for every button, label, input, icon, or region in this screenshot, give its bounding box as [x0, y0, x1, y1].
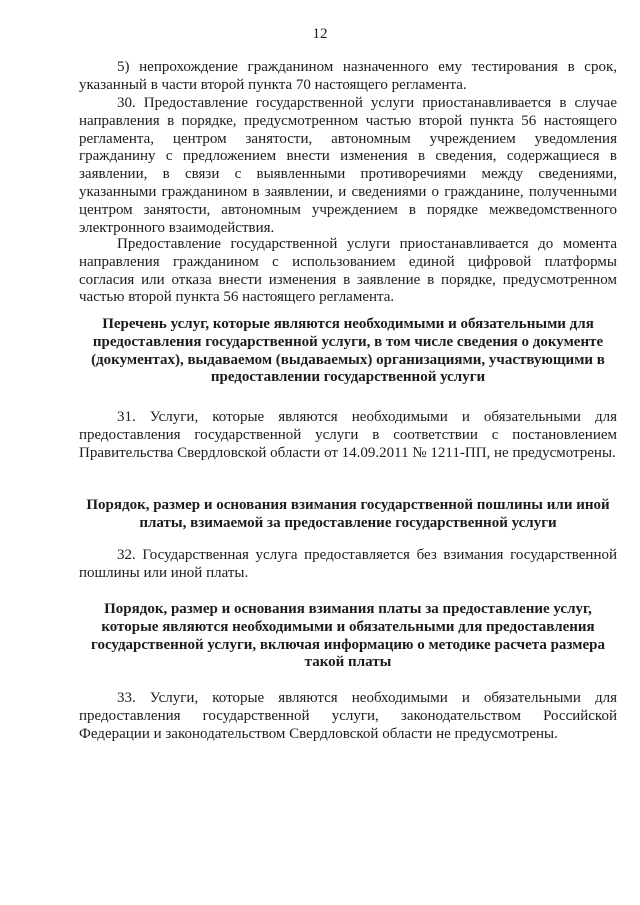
paragraph-item-32: 32. Государственная услуга предоставляется без взимания государственной пошлины или иной платы. — [79, 547, 617, 581]
paragraph-item-30-continuation: Предоставление государственной услуги приостанавливается до момента направления гражданином с использованием единой цифровой платформы согласия или отказа внести изменения в заявление в порядке, предусмотренном частью второй пункта 56 настоящего регламента. — [79, 236, 617, 306]
paragraph-item-30: 30. Предоставление государственной услуги приостанавливается в случае направления в порядке, предусмотренном частью второй пункта 56 настоящего регламента, центром занятости, автономным учреждением уведомления гражданину с предложением внести изменения в сведения, содержащиеся в заявлении, в связи с выявленными противоречиями между сведениями, указанными гражданином в заявлении, и сведениями о гражданине, полученными центром занятости, автономным учреждением в порядке межведомственного электронного взаимодействия. — [79, 95, 617, 236]
page-number: 12 — [312, 26, 328, 42]
heading-state-duty: Порядок, размер и основания взимания государственной пошлины или иной платы, взимаемой за предоставление государственной услуги — [86, 497, 610, 531]
paragraph-item-31: 31. Услуги, которые являются необходимыми и обязательными для предоставления государственной услуги в соответствии с постановлением Правительства Свердловской области от 14.09.2011 № 1211-ПП, не предусмотрены. — [79, 409, 617, 461]
paragraph-item-5: 5) непрохождение гражданином назначенного ему тестирования в срок, указанный в части второй пункта 70 настоящего регламента. — [79, 59, 617, 93]
heading-necessary-services: Перечень услуг, которые являются необходимыми и обязательными для предоставления государственной услуги, в том числе сведения о документе (документах), выдаваемом (выдаваемых) организациями, участвующими в предоставлении государственной услуги — [91, 316, 605, 386]
heading-fee-for-services: Порядок, размер и основания взимания платы за предоставление услуг, которые являются необходимыми и обязательными для предоставления государственной услуги, включая информацию о методике расчета размера такой платы — [91, 601, 605, 671]
paragraph-item-33: 33. Услуги, которые являются необходимыми и обязательными для предоставления государственной услуги, законодательством Российской Федерации и законодательством Свердловской области не предусмотрены. — [79, 690, 617, 742]
